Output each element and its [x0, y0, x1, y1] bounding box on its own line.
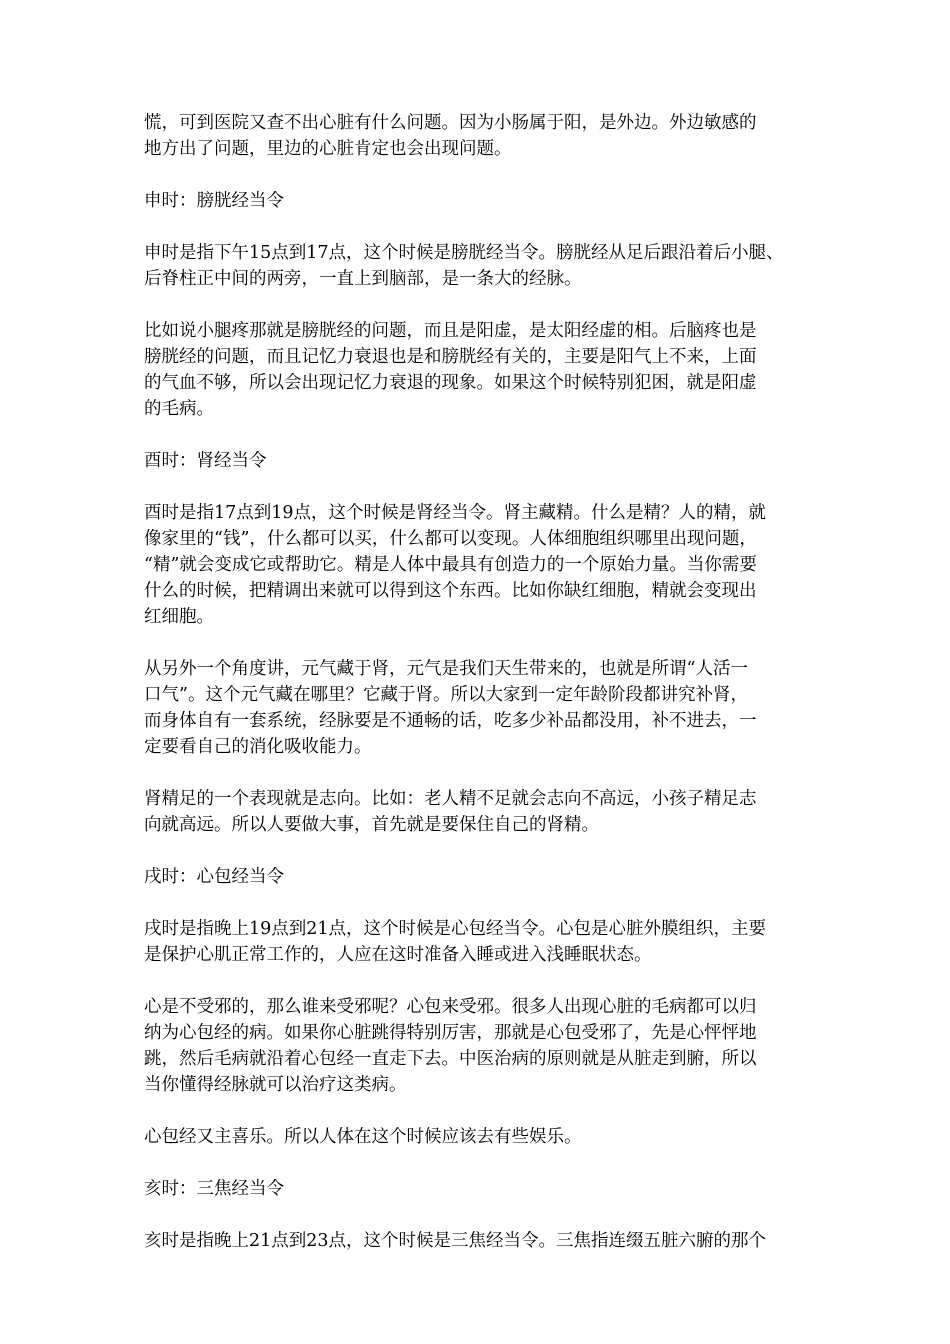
- paragraph-you-shi-time: 酉时是指17点到19点，这个时候是肾经当令。肾主藏精。什么是精？人的精，就 像家里的“钱”，什么都可以买，什么都可以变现。人体细胞组织哪里出现问题， “精”就会变成它或帮助它。精是人体中最具有创造力的一个原始力量。当你需要 什么的时候，把精调出来就可以得到这个东西。比如你缺红细胞，精就会变现出 红细胞。: [144, 503, 767, 627]
- paragraph-hai-shi-time: 亥时是指晚上21点到23点，这个时候是三焦经当令。三焦指连缀五脏六腑的那个: [144, 1231, 767, 1251]
- heading-xu-shi: 戌时：心包经当令: [144, 867, 284, 887]
- paragraph-pericardium: 心是不受邪的，那么谁来受邪呢？心包来受邪。很多人出现心脏的毛病都可以归 纳为心包经的病。如果你心脏跳得特别厉害，那就是心包受邪了，先是心怦怦地 跳，然后毛病就沿着心包经一直走下去。中医治病的原则就是从脏走到腑，所以 当你懂得经脉就可以治疗这类病。: [144, 997, 757, 1095]
- heading-shen-shi: 申时：膀胱经当令: [144, 191, 284, 211]
- paragraph-pericardium-joy: 心包经又主喜乐。所以人体在这个时候应该去有些娱乐。: [144, 1127, 582, 1147]
- paragraph-yuanqi: 从另外一个角度讲，元气藏于肾，元气是我们天生带来的，也就是所谓“人活一 口气”。这个元气藏在哪里？它藏于肾。所以大家到一定年龄阶段都讲究补肾， 而身体自有一套系统，经脉要是不通畅的话，吃多少补品都没用，补不进去，一 定要看自己的消化吸收能力。: [144, 659, 757, 757]
- paragraph-xu-shi-time: 戌时是指晚上19点到21点，这个时候是心包经当令。心包是心脏外膜组织，主要 是保护心肌正常工作的，人应在这时准备入睡或进入浅睡眠状态。: [144, 919, 767, 965]
- paragraph-xiaochang-continued: 慌，可到医院又查不出心脏有什么问题。因为小肠属于阳，是外边。外边敏感的 地方出了问题，里边的心脏肯定也会出现问题。: [144, 113, 757, 159]
- heading-you-shi: 酉时：肾经当令: [144, 451, 267, 471]
- paragraph-bladder-symptoms: 比如说小腿疼那就是膀胱经的问题，而且是阳虚，是太阳经虚的相。后脑疼也是 膀胱经的问题，而且记忆力衰退也是和膀胱经有关的，主要是阳气上不来，上面 的气血不够，所以会出现记忆力衰退的现象。如果这个时候特别犯困，就是阳虚 的毛病。: [144, 321, 757, 419]
- document-page: [144, 110, 808, 1280]
- heading-hai-shi: 亥时：三焦经当令: [144, 1179, 284, 1199]
- paragraph-kidney-essence: 肾精足的一个表现就是志向。比如：老人精不足就会志向不高远，小孩子精足志 向就高远。所以人要做大事，首先就是要保住自己的肾精。: [144, 789, 757, 835]
- paragraph-shen-shi-time: 申时是指下午15点到17点，这个时候是膀胱经当令。膀胱经从足后跟沿着后小腿、 后脊柱正中间的两旁，一直上到脑部，是一条大的经脉。: [144, 243, 784, 289]
